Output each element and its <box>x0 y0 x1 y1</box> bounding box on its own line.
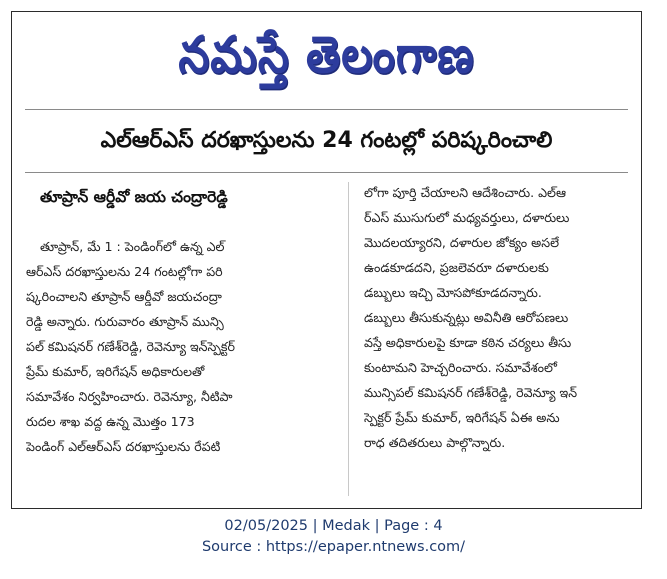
text-line: రెడ్డి అన్నారు. గురువారం తూప్రాన్ మున్సి <box>26 314 224 329</box>
text-line: ర్ఎస్ ముసుగులో మధ్యవర్తులు, దళారులు <box>364 210 570 225</box>
footer-source-link[interactable]: Source : https://epaper.ntnews.com/ <box>201 539 466 555</box>
article-byline: తూప్రాన్ ఆర్డీవో జయ చంద్రారెడ్డి <box>40 188 228 206</box>
clip-footer <box>0 516 667 558</box>
text-line: రుదల శాఖ వద్ద ఉన్న మొత్తం 173 <box>26 414 195 429</box>
text-line: ప్రేమ్ కుమార్, ఇరిగేషన్ అధికారులతో <box>26 364 205 379</box>
text-line: స్పెక్టర్ ప్రేమ్ కుమార్, ఇరిగేషన్ ఏఈ అను <box>364 410 560 425</box>
text-line: లోగా పూర్తి చేయాలని ఆదేశించారు. ఎల్ఆ <box>364 185 567 200</box>
text-line: ఉండకూడదని, ప్రజలెవరూ దళారులకు <box>364 260 549 275</box>
text-line: వస్తే అధికారులపై కూడా కఠిన చర్యలు తీసు <box>364 335 572 350</box>
text-line: మున్సిపల్ కమిషనర్ గణేశ్‌రెడ్డి, రెవెన్యూ ఇన్ <box>364 385 578 400</box>
article-headline: ఎల్ఆర్ఎస్ దరఖాస్తులను 24 గంటల్లో పరిష్కరించాలి <box>100 128 553 153</box>
column-divider <box>348 182 349 496</box>
footer-date-edition: 02/05/2025 | Medak | Page : 4 <box>224 518 443 534</box>
text-line: మొదలయ్యారని, దళారుల జోక్యం అసలే <box>364 235 559 250</box>
article-column-left <box>26 182 334 459</box>
left-paragraph <box>26 234 334 459</box>
text-line: సమావేశం నిర్వహించారు. రెవెన్యూ, నీటిపా <box>26 389 233 404</box>
headline-rule-bottom <box>25 172 628 173</box>
headline-rule-top <box>25 109 628 110</box>
article-column-right <box>364 180 636 455</box>
text-line: డబ్బులు ఇచ్చి మోసపోకూడదన్నారు. <box>364 285 542 300</box>
text-line: పల్ కమిషనర్ గణేశ్‌రెడ్డి, రెవెన్యూ ఇన్‌స్పెక్టర్ <box>26 339 235 354</box>
text-line: ఆర్ఎస్ దరఖాస్తులను 24 గంటల్లోగా పరి <box>26 264 223 279</box>
text-line: కుంటామని హెచ్చరించారు. సమావేశంలో <box>364 360 558 375</box>
newspaper-clipping <box>11 11 642 509</box>
text-line: తూప్రాన్, మే 1 : పెండింగ్‌లో ఉన్న ఎల్ <box>40 239 225 254</box>
right-paragraph <box>364 180 636 455</box>
masthead-title: నమస్తే తెలంగాణ <box>178 26 475 85</box>
masthead <box>12 14 641 98</box>
text-line: పెండింగ్ ఎల్ఆర్ఎస్ దరఖాస్తులను రేపటి <box>26 439 221 454</box>
text-line: డబ్బులు తీసుకున్నట్లు అవినీతి ఆరోపణలు <box>364 310 569 325</box>
text-line: ష్కరించాలని తూప్రాన్ ఆర్డీవో జయచంద్రా <box>26 289 222 304</box>
text-line: రాధ తదితరులు పాల్గొన్నారు. <box>364 435 506 450</box>
